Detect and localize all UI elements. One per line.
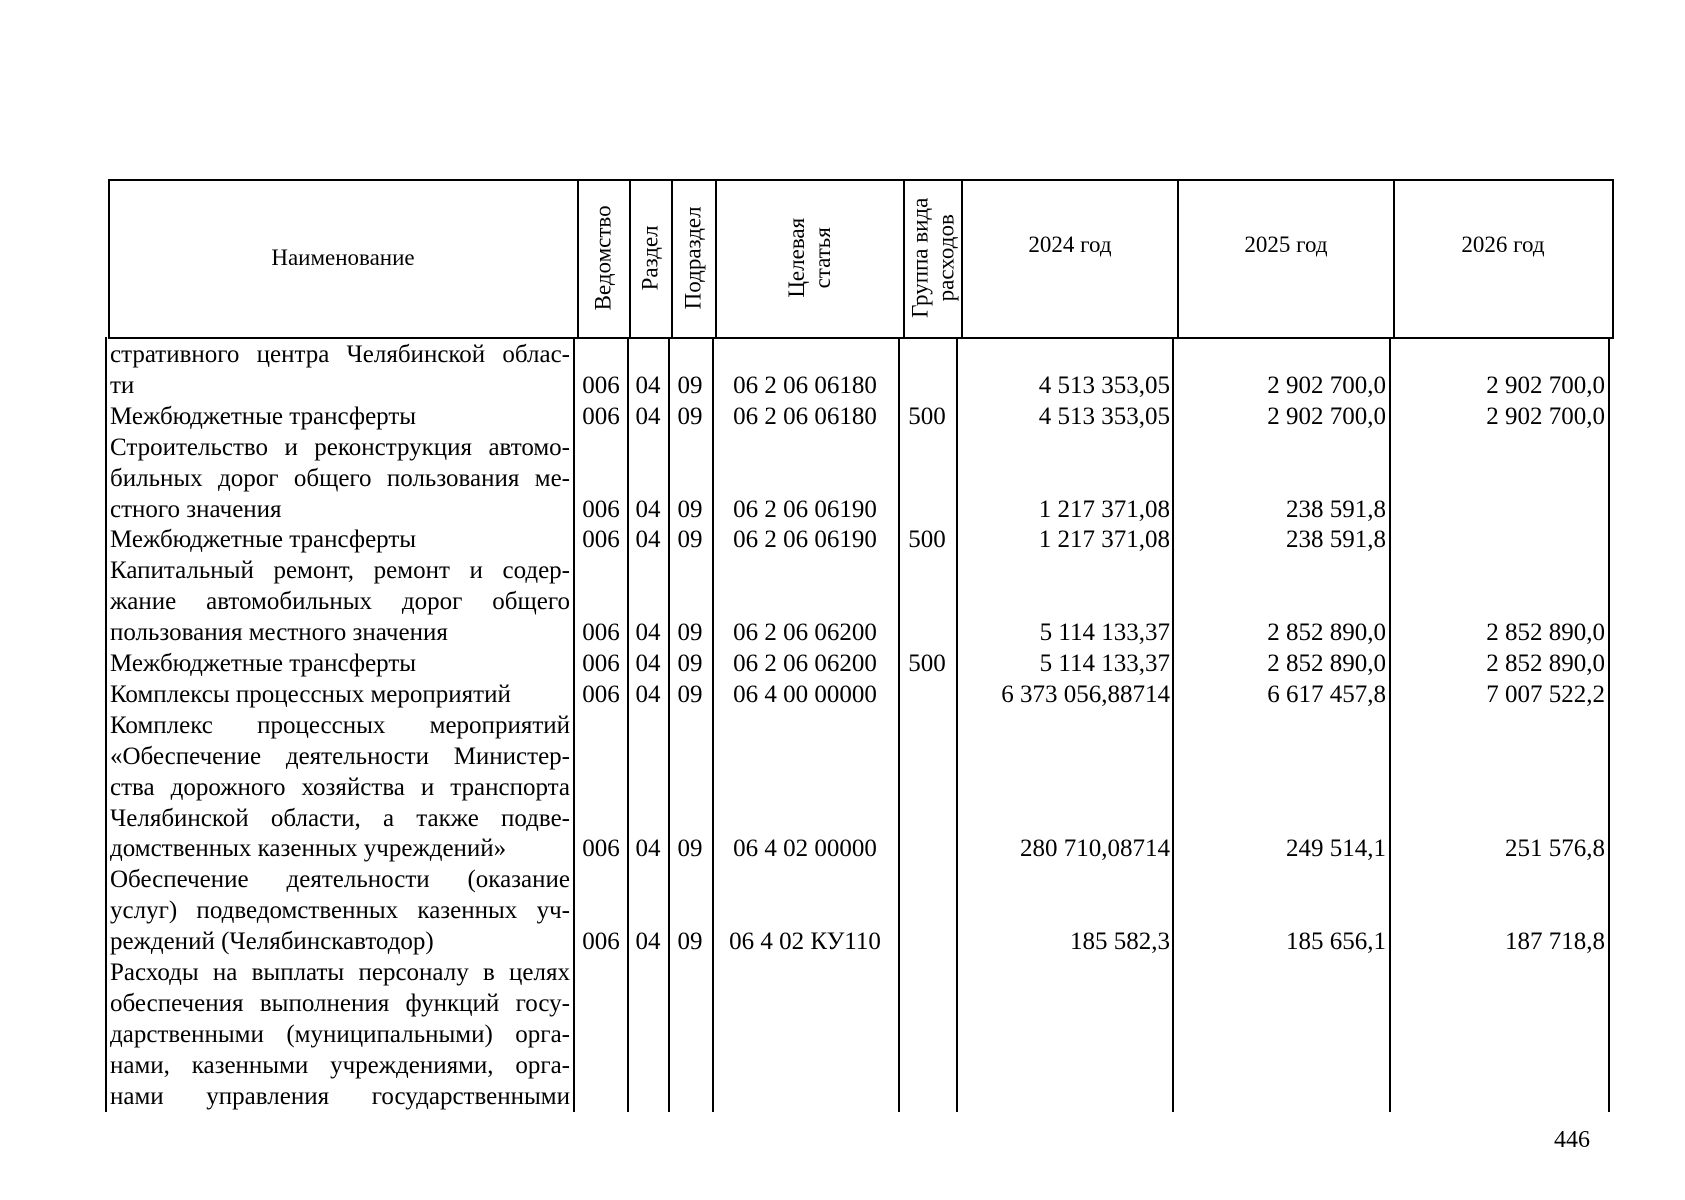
- row-cell-g: 500: [908, 650, 946, 677]
- row-cell-v: 006: [582, 928, 620, 956]
- row-cell-y24: 185 582,3: [1070, 928, 1170, 956]
- row-cell-y25: [1174, 555, 1386, 586]
- row-cell-v: 006: [582, 526, 620, 554]
- row-cell-r: [628, 1019, 668, 1050]
- row-cell-y24: 5 114 133,37: [1039, 650, 1170, 677]
- row-cell-cs: 06 2 06 06190: [733, 495, 877, 523]
- body-column-divider: [573, 337, 575, 1112]
- header-tselevaya-statya-text: [784, 218, 836, 298]
- row-cell-y24: [958, 772, 1170, 803]
- row-cell-cs: 06 2 06 06180: [733, 371, 877, 399]
- row-cell-v: [576, 741, 626, 772]
- row-cell-y26: 251 576,8: [1505, 835, 1605, 863]
- row-cell-r: [628, 463, 668, 494]
- row-cell-cs: 06 4 00 00000: [733, 680, 877, 708]
- header-podrazdel: [672, 180, 714, 336]
- row-cell-g: 500: [908, 526, 946, 554]
- row-name-text: стного значения: [110, 495, 282, 523]
- row-cell-v: [576, 772, 626, 803]
- body-column-divider: [105, 337, 107, 1112]
- row-cell-cs: [713, 555, 897, 586]
- row-cell-cs: [713, 864, 897, 895]
- row-cell-cs: 06 4 02 КУ110: [729, 928, 881, 956]
- row-cell-y24: [958, 586, 1170, 617]
- row-cell-v: [576, 1019, 626, 1050]
- row-cell-g: [899, 679, 955, 710]
- row-cell-v: 006: [582, 402, 620, 430]
- header-razdel-text: Раздел: [638, 225, 664, 291]
- row-cell-v: [576, 463, 626, 494]
- row-cell-v: 006: [582, 650, 620, 677]
- row-cell-y26: [1391, 1081, 1605, 1112]
- row-cell-y26: 2 852 890,0: [1486, 619, 1605, 647]
- row-cell-g: [899, 463, 955, 494]
- header-vedomstvo: [578, 180, 630, 336]
- row-cell-y25: [1174, 463, 1386, 494]
- row-cell-r: 04: [635, 402, 661, 430]
- row-cell-y24: [958, 803, 1170, 834]
- row-cell-y25: 2 902 700,0: [1267, 371, 1386, 399]
- row-cell-g: [899, 741, 955, 772]
- row-cell-g: [899, 555, 955, 586]
- row-cell-v: [576, 339, 626, 370]
- row-cell-g: [899, 339, 955, 370]
- row-cell-y24: [958, 1019, 1170, 1050]
- row-cell-r: [628, 957, 668, 988]
- row-cell-y25: 238 591,8: [1286, 526, 1386, 554]
- row-cell-g: [899, 1019, 955, 1050]
- row-cell-g: [899, 772, 955, 803]
- row-cell-y25: [1174, 864, 1386, 895]
- row-cell-g: [899, 803, 955, 834]
- row-cell-y24: [958, 895, 1170, 926]
- header-razdel: [630, 180, 672, 336]
- row-name-text: Комплекс процессных мероприятий: [110, 711, 570, 739]
- row-cell-y26: 2 902 700,0: [1486, 402, 1605, 430]
- row-cell-cs: [713, 1050, 897, 1081]
- row-cell-cs: [713, 586, 897, 617]
- row-cell-g: [899, 1050, 955, 1081]
- row-cell-p: 09: [677, 619, 703, 647]
- row-cell-y24: [958, 741, 1170, 772]
- row-cell-y25: 238 591,8: [1286, 495, 1386, 523]
- row-name-text: Межбюджетные трансферты: [110, 526, 417, 554]
- row-cell-v: [576, 710, 626, 741]
- row-cell-p: [669, 741, 711, 772]
- row-cell-g: [899, 710, 955, 741]
- row-cell-y25: [1174, 432, 1386, 463]
- row-cell-y24: 1 217 371,08: [1038, 526, 1170, 554]
- row-cell-p: [669, 864, 711, 895]
- row-cell-cs: [713, 895, 897, 926]
- row-cell-cs: [713, 710, 897, 741]
- row-cell-p: [669, 1050, 711, 1081]
- row-cell-g: [899, 494, 955, 525]
- row-cell-y26: 2 852 890,0: [1486, 650, 1605, 677]
- row-cell-p: [669, 710, 711, 741]
- row-name-text: стративного центра Челябинской облас-: [110, 341, 570, 368]
- row-cell-y26: [1391, 772, 1605, 803]
- row-cell-r: [628, 555, 668, 586]
- row-cell-p: 09: [677, 402, 703, 430]
- row-cell-y24: [958, 957, 1170, 988]
- row-name-text: ти: [110, 371, 135, 399]
- row-cell-y25: [1174, 803, 1386, 834]
- page-number: 446: [1554, 1127, 1590, 1153]
- row-cell-y25: [1174, 710, 1386, 741]
- row-cell-v: [576, 555, 626, 586]
- row-cell-y26: [1391, 463, 1605, 494]
- row-cell-y24: 4 513 353,05: [1038, 371, 1170, 399]
- row-cell-g: [899, 833, 955, 864]
- row-cell-y26: 7 007 522,2: [1486, 680, 1605, 708]
- row-cell-y24: [958, 555, 1170, 586]
- row-cell-cs: 06 2 06 06180: [733, 402, 877, 430]
- header-tselevaya-line1: Целевая: [784, 218, 810, 298]
- row-cell-g: [899, 988, 955, 1019]
- row-cell-y26: [1391, 494, 1605, 525]
- row-cell-p: [669, 1019, 711, 1050]
- row-cell-cs: [713, 957, 897, 988]
- header-gruppa-vida-rashodov: [904, 180, 962, 336]
- row-cell-g: [899, 1081, 955, 1112]
- header-2026: 2026 год: [1461, 232, 1545, 258]
- row-name-text: Обеспечение деятельности (оказание: [110, 866, 570, 894]
- row-name-text: реждений (Челябинскавтодор): [110, 928, 434, 956]
- row-cell-v: 006: [582, 619, 620, 647]
- row-name-text: ства дорожного хозяйства и транспорта: [110, 773, 570, 801]
- row-cell-v: [576, 803, 626, 834]
- row-cell-y25: 185 656,1: [1286, 928, 1386, 956]
- header-gruppa-text: [907, 198, 959, 318]
- row-cell-y24: 280 710,08714: [1020, 835, 1170, 863]
- row-cell-v: [576, 957, 626, 988]
- row-cell-y25: [1174, 772, 1386, 803]
- row-cell-y26: [1391, 1050, 1605, 1081]
- row-cell-cs: [713, 988, 897, 1019]
- row-cell-cs: 06 2 06 06190: [733, 526, 877, 554]
- row-cell-p: [669, 432, 711, 463]
- row-cell-r: 04: [635, 495, 661, 523]
- row-cell-y26: [1391, 957, 1605, 988]
- row-name-text: Межбюджетные трансферты: [110, 650, 417, 677]
- row-cell-y24: 5 114 133,37: [1039, 619, 1170, 647]
- row-cell-v: 006: [582, 371, 620, 399]
- row-name-text: услуг) подведомственных казенных уч-: [110, 897, 570, 925]
- row-cell-p: [669, 463, 711, 494]
- row-cell-y25: [1174, 1081, 1386, 1112]
- header-name: Наименование: [271, 245, 415, 271]
- row-cell-r: [628, 710, 668, 741]
- row-cell-y26: [1391, 710, 1605, 741]
- row-cell-y26: [1391, 432, 1605, 463]
- row-cell-p: [669, 895, 711, 926]
- row-cell-y25: 6 617 457,8: [1267, 680, 1386, 708]
- row-cell-y25: [1174, 1019, 1386, 1050]
- row-cell-p: [669, 803, 711, 834]
- row-cell-p: 09: [677, 835, 703, 863]
- row-cell-cs: 06 2 06 06200: [733, 619, 877, 647]
- row-cell-r: [628, 1081, 668, 1112]
- row-cell-v: 006: [582, 495, 620, 523]
- row-cell-y24: [958, 988, 1170, 1019]
- row-cell-cs: [713, 803, 897, 834]
- row-cell-g: [899, 895, 955, 926]
- header-column-divider: [1612, 179, 1614, 337]
- row-cell-g: [899, 926, 955, 957]
- row-cell-r: 04: [635, 371, 661, 399]
- header-gruppa-line2: расходов: [933, 214, 959, 302]
- row-cell-y26: [1391, 1019, 1605, 1050]
- row-name-text: Строительство и реконструкция автомо-: [110, 433, 570, 461]
- row-cell-y25: [1174, 741, 1386, 772]
- row-cell-y26: [1391, 988, 1605, 1019]
- row-cell-y25: [1174, 895, 1386, 926]
- row-name-text: Комплексы процессных мероприятий: [110, 680, 511, 708]
- row-cell-r: [628, 741, 668, 772]
- row-cell-v: [576, 1081, 626, 1112]
- row-cell-r: 04: [635, 835, 661, 863]
- row-name-text: Межбюджетные трансферты: [110, 402, 417, 430]
- row-cell-y26: [1391, 586, 1605, 617]
- row-cell-g: [899, 617, 955, 648]
- row-cell-g: [899, 586, 955, 617]
- row-cell-g: [899, 864, 955, 895]
- row-name-text: пользования местного значения: [110, 619, 448, 647]
- row-cell-p: [669, 555, 711, 586]
- row-cell-y24: [958, 864, 1170, 895]
- header-podrazdel-text: Подраздел: [680, 206, 706, 310]
- row-cell-y25: 2 902 700,0: [1267, 402, 1386, 430]
- row-cell-cs: [713, 339, 897, 370]
- row-cell-v: [576, 895, 626, 926]
- body-column-divider: [1608, 337, 1610, 1112]
- row-cell-y24: 1 217 371,08: [1038, 495, 1170, 523]
- row-cell-cs: [713, 1081, 897, 1112]
- row-cell-v: 006: [582, 835, 620, 863]
- row-cell-y25: [1174, 339, 1386, 370]
- row-cell-r: 04: [635, 619, 661, 647]
- header-gruppa-line1: Группа вида: [907, 197, 933, 319]
- row-cell-y26: 187 718,8: [1505, 928, 1605, 956]
- row-cell-p: [669, 339, 711, 370]
- header-2025: 2025 год: [1244, 232, 1328, 258]
- header-tselevaya-line2: статья: [809, 227, 835, 289]
- row-cell-v: [576, 432, 626, 463]
- row-cell-r: [628, 1050, 668, 1081]
- row-cell-g: [899, 370, 955, 401]
- row-name-text: обеспечения выполнения функций госу-: [110, 989, 570, 1017]
- row-name-text: дарственными (муниципальными) орга-: [110, 1020, 570, 1048]
- row-cell-cs: [713, 432, 897, 463]
- row-cell-v: [576, 988, 626, 1019]
- row-cell-g: 500: [908, 402, 946, 430]
- row-cell-g: [899, 432, 955, 463]
- row-cell-p: [669, 772, 711, 803]
- row-cell-y26: [1391, 741, 1605, 772]
- row-cell-r: 04: [635, 526, 661, 554]
- row-cell-r: 04: [635, 680, 661, 708]
- row-cell-p: 09: [677, 650, 703, 677]
- row-cell-v: [576, 586, 626, 617]
- row-cell-r: [628, 432, 668, 463]
- row-cell-cs: [713, 1019, 897, 1050]
- row-cell-y24: 6 373 056,88714: [1001, 680, 1170, 708]
- row-name-text: бильных дорог общего пользования ме-: [110, 464, 570, 492]
- row-name-text: жание автомобильных дорог общего: [110, 588, 570, 616]
- row-cell-y26: [1391, 555, 1605, 586]
- row-cell-r: 04: [635, 650, 661, 677]
- row-cell-y24: [958, 432, 1170, 463]
- row-cell-p: 09: [677, 680, 703, 708]
- row-cell-r: [628, 895, 668, 926]
- header-vedomstvo-text: Ведомство: [591, 205, 617, 311]
- row-name-text: нами управления государственными: [110, 1082, 570, 1110]
- row-cell-cs: [713, 741, 897, 772]
- row-cell-y26: [1391, 803, 1605, 834]
- row-cell-cs: 06 4 02 00000: [733, 835, 877, 863]
- row-cell-y25: 2 852 890,0: [1267, 619, 1386, 647]
- row-cell-r: [628, 988, 668, 1019]
- row-cell-y25: [1174, 1050, 1386, 1081]
- row-cell-y26: [1391, 864, 1605, 895]
- row-cell-y24: [958, 339, 1170, 370]
- row-cell-y25: [1174, 988, 1386, 1019]
- row-cell-r: [628, 803, 668, 834]
- row-cell-r: 04: [635, 928, 661, 956]
- row-cell-y26: [1391, 339, 1605, 370]
- row-cell-y26: 2 902 700,0: [1486, 371, 1605, 399]
- row-cell-p: [669, 988, 711, 1019]
- row-cell-p: 09: [677, 495, 703, 523]
- row-cell-y25: [1174, 586, 1386, 617]
- row-cell-y24: [958, 710, 1170, 741]
- row-name-text: нами, казенными учреждениями, орга-: [110, 1051, 570, 1079]
- row-cell-r: [628, 586, 668, 617]
- row-cell-p: 09: [677, 928, 703, 956]
- row-cell-p: [669, 1081, 711, 1112]
- row-cell-p: 09: [677, 526, 703, 554]
- row-cell-p: 09: [677, 371, 703, 399]
- row-cell-cs: 06 2 06 06200: [733, 650, 877, 677]
- row-cell-v: [576, 1050, 626, 1081]
- row-cell-y25: 249 514,1: [1286, 835, 1386, 863]
- row-name-text: Расходы на выплаты персоналу в целях: [110, 959, 570, 986]
- row-cell-r: [628, 339, 668, 370]
- header-2024: 2024 год: [1028, 232, 1112, 258]
- row-cell-y25: 2 852 890,0: [1267, 650, 1386, 677]
- row-cell-cs: [713, 463, 897, 494]
- row-cell-cs: [713, 772, 897, 803]
- row-name-text: Капитальный ремонт, ремонт и содер-: [110, 557, 570, 585]
- header-tselevaya-statya: [716, 180, 904, 336]
- row-cell-v: [576, 864, 626, 895]
- row-cell-p: [669, 586, 711, 617]
- row-cell-y26: [1391, 524, 1605, 555]
- row-name-text: домственных казенных учреждений»: [110, 835, 507, 863]
- row-cell-y24: [958, 1050, 1170, 1081]
- row-cell-y24: [958, 1081, 1170, 1112]
- row-cell-y24: 4 513 353,05: [1038, 402, 1170, 430]
- row-name-text: «Обеспечение деятельности Министер-: [110, 742, 570, 770]
- row-cell-r: [628, 772, 668, 803]
- row-cell-g: [899, 957, 955, 988]
- row-cell-v: 006: [582, 680, 620, 708]
- row-cell-y24: [958, 463, 1170, 494]
- row-cell-y25: [1174, 957, 1386, 988]
- row-cell-r: [628, 864, 668, 895]
- row-cell-y26: [1391, 895, 1605, 926]
- row-name-text: Челябинской области, а также подве-: [110, 804, 570, 832]
- row-cell-p: [669, 957, 711, 988]
